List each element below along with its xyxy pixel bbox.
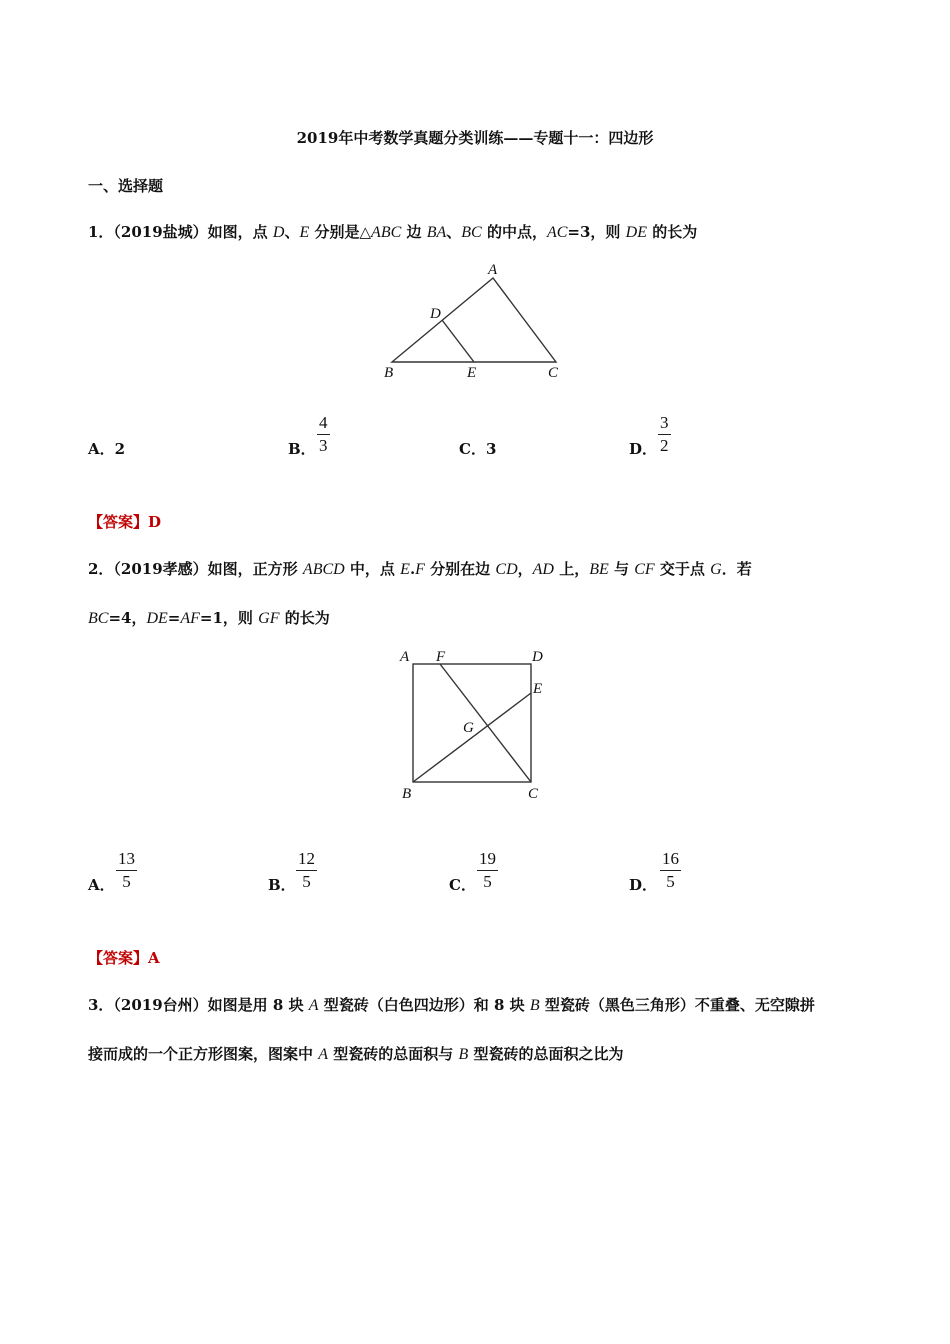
label-f: F (436, 649, 446, 665)
q1-answer: 【答案】D (88, 513, 162, 531)
q1-option-c: C．3 (459, 440, 497, 458)
q1-option-b-letter: B． (288, 440, 316, 458)
q2-option-d-letter: D． (629, 876, 658, 894)
q2-answer: 【答案】A (88, 949, 160, 967)
q2-option-c-fraction: $\frac{19}{5}$ (479, 849, 496, 891)
question-3-stem-line-1: 3．（2019台州）如图是用 8 块 A 型瓷砖（白色四边形）和 8 块 B 型瓷砖（黑色三角形）不重叠、无空隙拼 (88, 996, 815, 1014)
label-c: C (548, 365, 559, 381)
segment-cf (440, 664, 531, 782)
page-title: 2019年中考数学真题分类训练——专题十一：四边形 (296, 129, 654, 147)
label-e: E (533, 681, 543, 697)
question-3-stem-line-2: 接而成的一个正方形图案，图案中 A 型瓷砖的总面积与 B 型瓷砖的总面积之比为 (88, 1045, 624, 1063)
label-a: A (488, 262, 498, 278)
label-b: B (402, 786, 412, 802)
q2-option-b-fraction: $\frac{12}{5}$ (298, 849, 315, 891)
label-a: A (400, 649, 410, 665)
q2-option-b-letter: B． (268, 876, 296, 894)
triangle-figure (370, 258, 580, 388)
q2-option-a-letter: A． (88, 876, 115, 894)
q2-option-d-fraction: $\frac{16}{5}$ (662, 849, 679, 891)
q1-option-d-fraction: $\frac{3}{2}$ (660, 413, 669, 455)
q2-option-a-fraction: $\frac{13}{5}$ (118, 849, 135, 891)
question-2-stem-line-1: 2．（2019孝感）如图，正方形 ABCD 中，点 E.F 分别在边 CD，AD 上，BE 与 CF 交于点 G．若 (88, 560, 752, 578)
square-figure (390, 643, 560, 813)
q2-option-c-letter: C． (449, 876, 476, 894)
label-d: D (532, 649, 543, 665)
q1-option-a: A．2 (88, 440, 126, 458)
q1-option-b-fraction: $\frac{4}{3}$ (319, 413, 328, 455)
section-heading: 一、选择题 (88, 177, 164, 195)
label-d: D (430, 306, 441, 322)
q1-option-d-letter: D． (629, 440, 658, 458)
segment-de (442, 320, 474, 362)
label-b: B (384, 365, 394, 381)
label-g: G (463, 720, 474, 736)
triangle-abc (392, 278, 556, 362)
question-2-stem-line-2: BC=4，DE=AF=1，则 GF 的长为 (88, 609, 330, 627)
label-e: E (467, 365, 477, 381)
label-c: C (528, 786, 539, 802)
question-1-stem: 1．（2019盐城）如图，点 D、E 分别是△ABC 边 BA、BC 的中点，AC=3，则 DE 的长为 (88, 223, 698, 241)
